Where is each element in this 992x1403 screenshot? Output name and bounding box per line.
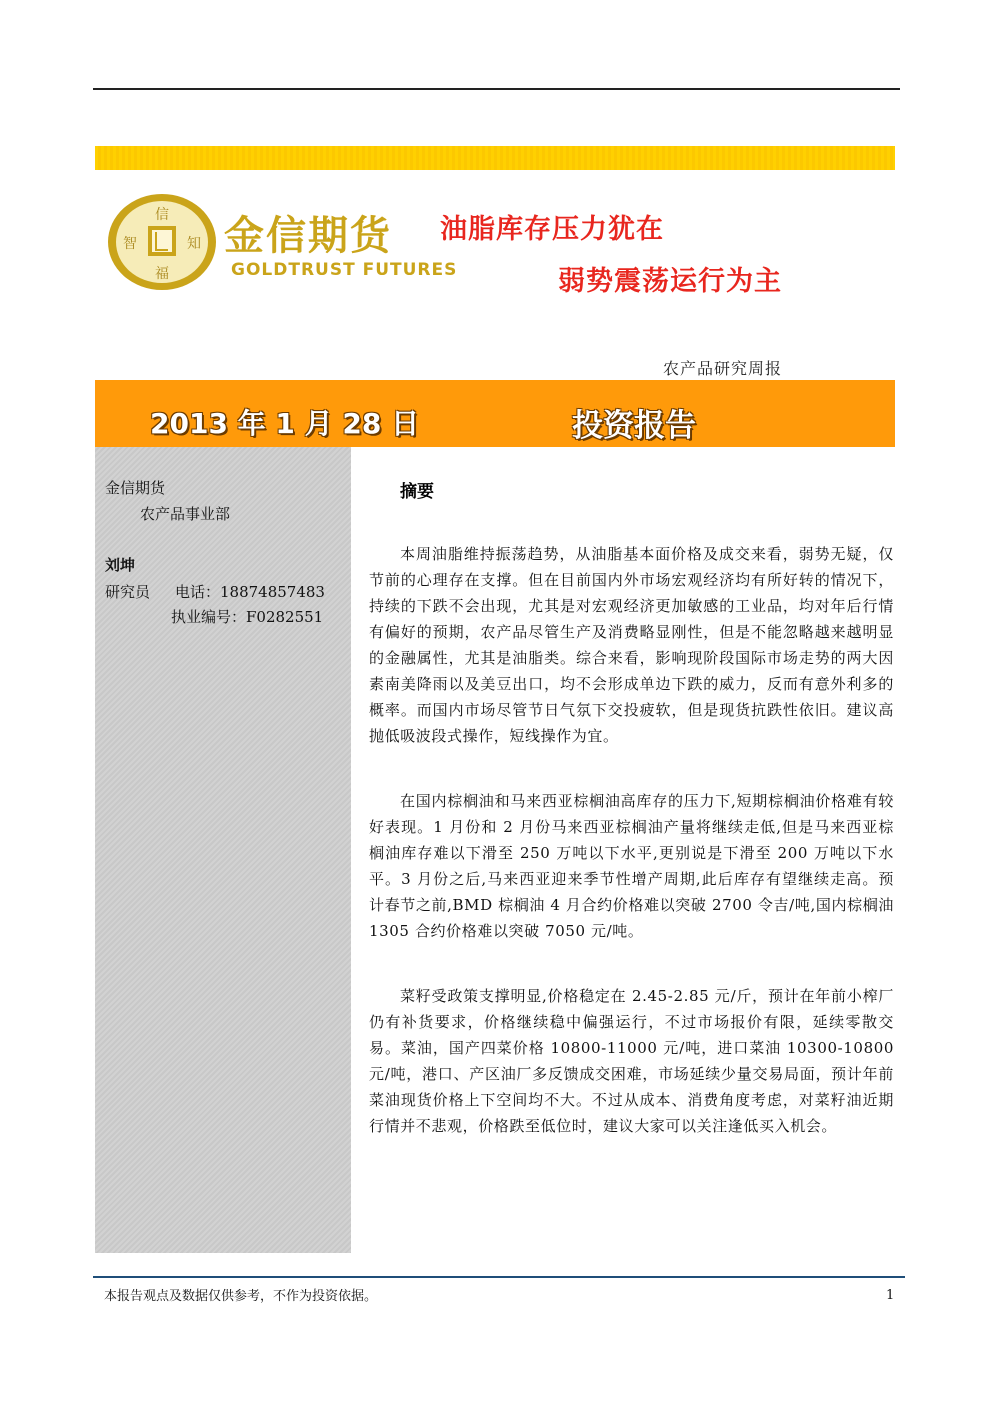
logo-char-right: 知	[187, 236, 201, 252]
sidebar-author: 刘坤	[105, 556, 136, 574]
logo-cn-name: 金信期货	[224, 213, 392, 259]
sidebar-phone: 电话：18874857483	[175, 583, 325, 601]
summary-paragraph: 本周油脂维持振荡趋势，从油脂基本面价格及成交来看，弱势无疑，仅节前的心理存在支撑。但在目前国内外市场宏观经济均有所好转的情况下，持续的下跌不会出现，尤其是对宏观经济更加敏感的工业品，均对年后行情有偏好的预期，农产品尽管生产及消费略显刚性，但是不能忽略越来越明显的金融属性，尤其是油脂类。综合来看，影响现阶段国际市场走势的两大因素南美降雨以及美豆出口，均不会形成单边下跌的威力，反而有意外利多的概率。而国内市场尽管节日气氛下交投疲软，但是现货抗跌性依旧。建议高抛低吸波段式操作，短线操作为宜。	[369, 545, 894, 745]
footer-disclaimer: 本报告观点及数据仅供参考，不作为投资依据。	[104, 1289, 378, 1304]
sidebar-license: 执业编号：F0282551	[171, 608, 324, 626]
goldtrust-logo-icon	[106, 192, 218, 292]
footer-rule	[93, 1276, 905, 1278]
sidebar-company: 金信期货	[105, 479, 166, 497]
page-number: 1	[886, 1288, 895, 1303]
logo-char-top: 信	[155, 207, 169, 223]
report-label: 投资报告	[572, 408, 696, 444]
sidebar-department: 农产品事业部	[140, 505, 231, 523]
orange-banner	[95, 380, 895, 447]
summary-paragraph: 在国内棕榈油和马来西亚棕榈油高库存的压力下,短期棕榈油价格难有较好表现。1 月份和 2 月份马来西亚棕榈油产量将继续走低,但是马来西亚棕榈油库存难以下滑至 250 万吨以下水平,更别说是下滑至 200 万吨以下水平。3 月份之后,马来西亚迎来季节性增产周期,此后库存有望继续走高。预计春节之前,BMD 棕榈油 4 月合约价格难以突破 2700 令吉/吨,国内棕榈油 1305 合约价格难以突破 7050 元/吨。	[369, 792, 894, 940]
summary-title: 摘要	[400, 482, 434, 502]
header-rule	[93, 88, 900, 90]
logo-char-left: 智	[123, 236, 137, 252]
report-date: 2013 年 1 月 28 日	[150, 407, 420, 440]
logo-char-bottom: 福	[155, 266, 169, 282]
sidebar-role: 研究员	[105, 583, 151, 601]
logo-en-name: GOLDTRUST FUTURES	[231, 260, 458, 280]
summary-paragraph: 菜籽受政策支撑明显,价格稳定在 2.45-2.85 元/斤，预计在年前小榨厂仍有补货要求，价格继续稳中偏强运行，不过市场报价有限，延续零散交易。菜油，国产四菜价格 10800-11000 元/吨，进口菜油 10300-10800 元/吨，港口、产区油厂多反馈成交困难，市场延续少量交易局面，预计年前菜油现货价格上下空间均不大。不过从成本、消费角度考虑，对菜籽油近期行情并不悲观，价格跌至低位时，建议大家可以关注逢低买入机会。	[369, 987, 894, 1135]
yellow-band	[95, 146, 895, 170]
report-type: 农产品研究周报	[663, 359, 783, 378]
headline-line-2: 弱势震荡运行为主	[558, 266, 782, 297]
sidebar-panel	[95, 447, 351, 1253]
headline-line-1: 油脂库存压力犹在	[440, 214, 664, 245]
